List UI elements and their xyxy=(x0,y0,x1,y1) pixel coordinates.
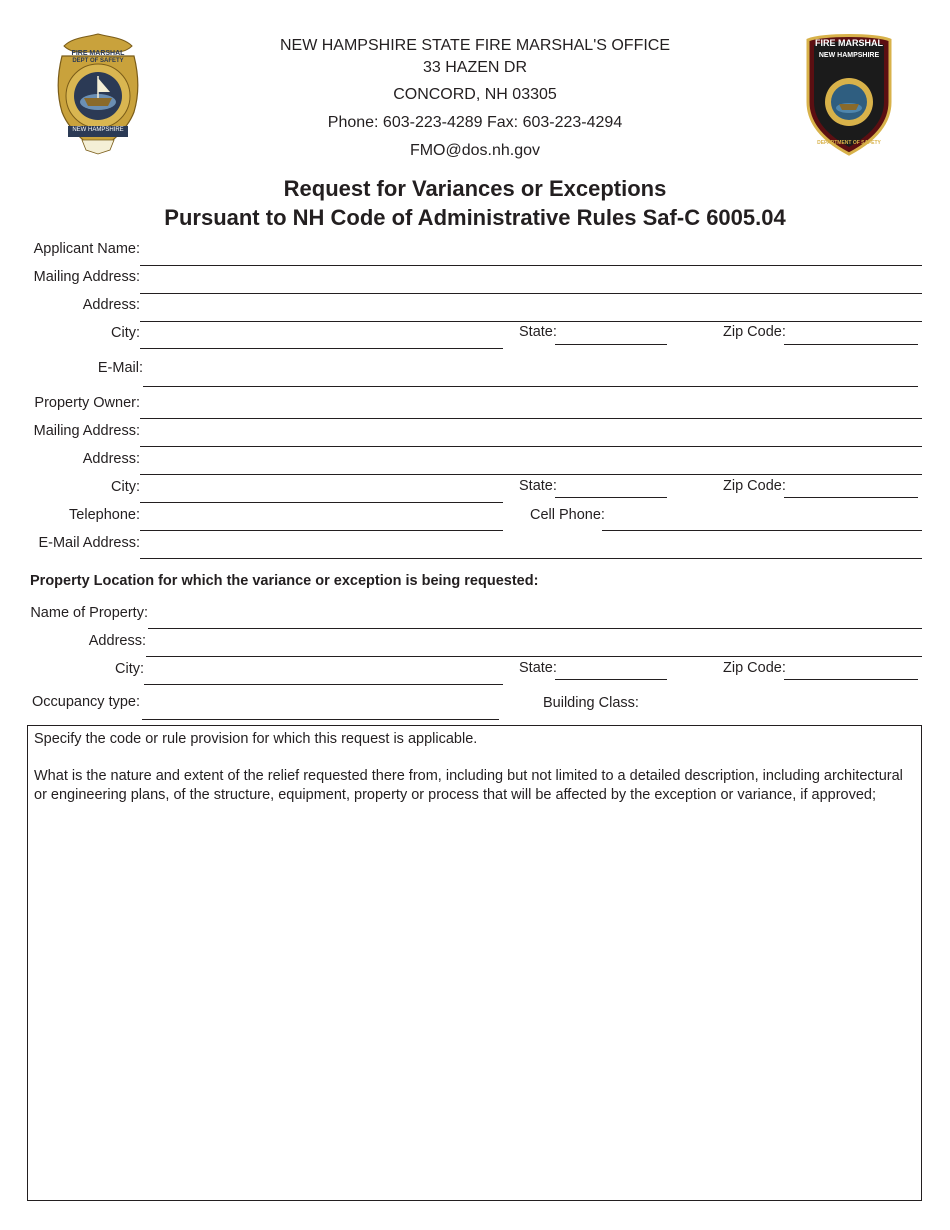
property-state-line xyxy=(555,679,667,680)
office-name: NEW HAMPSHIRE STATE FIRE MARSHAL'S OFFICE xyxy=(279,37,671,54)
request-details-box[interactable] xyxy=(27,725,922,1201)
applicant-zip-label: Zip Code: xyxy=(723,324,786,340)
owner-email-input[interactable] xyxy=(144,535,922,557)
owner-state-input[interactable] xyxy=(557,475,667,497)
owner-address-label: Address: xyxy=(82,451,140,467)
property-city-label: City: xyxy=(115,661,144,677)
applicant-address-input[interactable] xyxy=(144,298,922,320)
applicant-city-input[interactable] xyxy=(144,325,503,347)
applicant-mailing-line xyxy=(140,293,922,294)
owner-city-line xyxy=(140,502,503,503)
applicant-state-label: State: xyxy=(519,324,557,340)
owner-zip-label: Zip Code: xyxy=(723,478,786,494)
occupancy-type-line xyxy=(142,719,499,720)
location-heading: Property Location for which the variance or exception is being requested: xyxy=(30,573,539,589)
relief-requested-prompt: What is the nature and extent of the relief requested there from, including but not limited to a detailed description, including architectural or engineering plans, of the structure, equipment, property or process that will be affected by the exception or variance, if approved; xyxy=(34,768,903,803)
property-city-line xyxy=(144,684,503,685)
badge-left-top-text: FIRE MARSHAL xyxy=(71,50,125,57)
office-email[interactable]: FMO@dos.nh.gov xyxy=(409,142,541,159)
owner-state-line xyxy=(555,497,667,498)
property-zip-input[interactable] xyxy=(786,657,918,679)
owner-line xyxy=(140,418,922,419)
badge-right-ring-text: NEW HAMPSHIRE xyxy=(818,52,880,59)
applicant-name-label: Applicant Name: xyxy=(33,241,140,257)
owner-cell-line xyxy=(602,530,922,531)
badge-right-side-text: DEPARTMENT OF SAFETY xyxy=(817,140,881,146)
owner-mailing-line xyxy=(140,446,922,447)
office-phone-fax: Phone: 603-223-4289 Fax: 603-223-4294 xyxy=(327,114,623,131)
property-name-input[interactable] xyxy=(152,606,922,628)
property-state-input[interactable] xyxy=(557,657,667,679)
owner-telephone-input[interactable] xyxy=(144,507,503,529)
property-zip-line xyxy=(784,679,918,680)
applicant-email-line xyxy=(143,386,918,387)
property-zip-label: Zip Code: xyxy=(723,660,786,676)
applicant-address-label: Address: xyxy=(82,297,140,313)
owner-state-label: State: xyxy=(519,478,557,494)
property-address-input[interactable] xyxy=(150,634,922,656)
applicant-state-input[interactable] xyxy=(557,321,667,343)
badge-left-bottom-text: NEW HAMPSHIRE xyxy=(72,127,124,133)
applicant-name-input[interactable] xyxy=(144,242,922,264)
request-details-textarea[interactable] xyxy=(34,830,918,1196)
occupancy-type-input[interactable] xyxy=(146,695,499,717)
applicant-state-line xyxy=(555,344,667,345)
applicant-email-input[interactable] xyxy=(146,361,918,383)
applicant-mailing-input[interactable] xyxy=(144,270,922,292)
form-title-line2: Pursuant to NH Code of Administrative Rules Saf-C 6005.04 xyxy=(164,205,786,230)
rule-provision-prompt: Specify the code or rule provision for which this request is applicable. xyxy=(34,731,478,747)
owner-mailing-label: Mailing Address: xyxy=(33,423,140,439)
owner-mailing-input[interactable] xyxy=(144,424,922,446)
office-city: CONCORD, NH 03305 xyxy=(393,86,557,103)
owner-city-label: City: xyxy=(111,479,140,495)
badge-right-top-text: FIRE MARSHAL xyxy=(815,38,883,48)
occupancy-type-label: Occupancy type: xyxy=(32,694,140,710)
applicant-name-line xyxy=(140,265,922,266)
applicant-zip-input[interactable] xyxy=(786,321,918,343)
property-address-label: Address: xyxy=(88,633,146,649)
owner-zip-line xyxy=(784,497,918,498)
applicant-mailing-label: Mailing Address: xyxy=(33,269,140,285)
owner-address-input[interactable] xyxy=(144,452,922,474)
applicant-city-line xyxy=(140,348,503,349)
building-class-input[interactable] xyxy=(642,695,918,717)
fire-marshal-badge-right xyxy=(802,32,896,156)
owner-input[interactable] xyxy=(144,396,922,418)
owner-email-line xyxy=(140,558,922,559)
owner-cell-label: Cell Phone: xyxy=(530,507,605,523)
property-name-label: Name of Property: xyxy=(30,605,148,621)
owner-zip-input[interactable] xyxy=(786,475,918,497)
applicant-zip-line xyxy=(784,344,918,345)
owner-telephone-label: Telephone: xyxy=(69,507,140,523)
owner-cell-input[interactable] xyxy=(604,507,922,529)
property-city-input[interactable] xyxy=(148,661,503,683)
owner-label: Property Owner: xyxy=(34,395,140,411)
owner-city-input[interactable] xyxy=(144,479,503,501)
badge-left-ring-text: DEPT OF SAFETY xyxy=(72,58,124,64)
owner-email-label: E-Mail Address: xyxy=(38,535,140,551)
office-street: 33 HAZEN DR xyxy=(422,59,528,76)
building-class-label: Building Class: xyxy=(543,695,639,711)
form-title-line1: Request for Variances or Exceptions xyxy=(283,176,667,201)
owner-telephone-line xyxy=(140,530,503,531)
applicant-city-label: City: xyxy=(111,325,140,341)
property-name-line xyxy=(148,628,922,629)
property-state-label: State: xyxy=(519,660,557,676)
applicant-email-label: E-Mail: xyxy=(97,360,143,376)
